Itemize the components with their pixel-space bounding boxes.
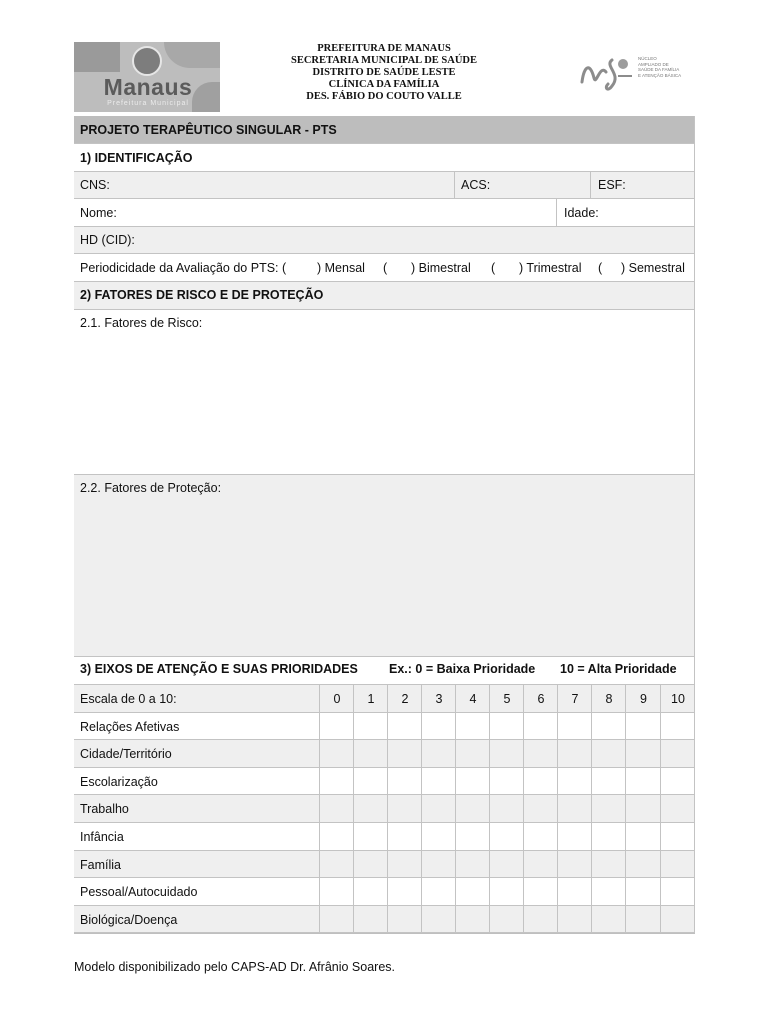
priority-checkbox[interactable] [661, 740, 695, 768]
priority-checkbox[interactable] [626, 713, 661, 740]
header-line: DISTRITO DE SAÚDE LESTE [312, 67, 456, 78]
priority-checkbox[interactable] [524, 851, 558, 878]
axis-label: Cidade/Território [80, 747, 172, 761]
priority-checkbox[interactable] [422, 768, 456, 795]
header-line: SECRETARIA MUNICIPAL DE SAÚDE [290, 55, 478, 66]
institution-header [250, 43, 518, 103]
priority-checkbox[interactable] [422, 878, 456, 906]
periodicidade-label: Periodicidade da Avaliação do PTS: ( [80, 261, 287, 275]
priority-checkbox[interactable] [422, 795, 456, 823]
priority-checkbox[interactable] [456, 906, 490, 933]
axis-label: Relações Afetivas [80, 720, 180, 734]
acs-label: ACS: [461, 178, 491, 192]
priority-checkbox[interactable] [490, 906, 524, 933]
fatores-risco-label: 2.1. Fatores de Risco: [80, 316, 203, 330]
scale-number: 7 [571, 692, 579, 706]
hd-label: HD (CID): [80, 233, 135, 247]
section-1-heading: 1) IDENTIFICAÇÃO [80, 151, 193, 165]
nome-field [74, 199, 557, 227]
priority-checkbox[interactable] [524, 768, 558, 795]
logo-shape [74, 42, 120, 72]
header-line: PREFEITURA DE MANAUS [317, 43, 451, 54]
fatores-protecao-label: 2.2. Fatores de Proteção: [80, 481, 222, 495]
priority-checkbox[interactable] [354, 768, 388, 795]
axis-label: Infância [80, 830, 124, 844]
priority-checkbox[interactable] [388, 768, 422, 795]
priority-checkbox[interactable] [456, 768, 490, 795]
logo-subtitle: Prefeitura Municipal [107, 100, 189, 107]
priority-checkbox[interactable] [456, 740, 490, 768]
priority-checkbox[interactable] [422, 823, 456, 851]
priority-checkbox[interactable] [558, 740, 592, 768]
priority-checkbox[interactable] [592, 823, 626, 851]
priority-checkbox[interactable] [354, 795, 388, 823]
scale-number: 9 [640, 692, 647, 706]
priority-checkbox[interactable] [558, 768, 592, 795]
priority-checkbox[interactable] [661, 713, 695, 740]
priority-checkbox[interactable] [592, 906, 626, 933]
priority-checkbox[interactable] [388, 878, 422, 906]
example-high-priority: 10 = Alta Prioridade [560, 662, 677, 676]
priority-checkbox[interactable] [661, 795, 695, 823]
priority-checkbox[interactable] [422, 906, 456, 933]
priority-checkbox[interactable] [592, 795, 626, 823]
fatores-protecao-area [74, 475, 695, 657]
esf-label: ESF: [598, 178, 626, 192]
scale-number: 2 [401, 692, 409, 706]
priority-checkbox[interactable] [626, 823, 661, 851]
priority-checkbox[interactable] [320, 795, 354, 823]
priority-checkbox[interactable] [661, 823, 695, 851]
option-paren: ( [383, 261, 388, 275]
priority-checkbox[interactable] [626, 768, 661, 795]
priority-checkbox[interactable] [558, 878, 592, 906]
priority-checkbox[interactable] [354, 740, 388, 768]
priority-checkbox[interactable] [490, 768, 524, 795]
scale-number: 3 [435, 692, 443, 706]
priority-checkbox[interactable] [558, 906, 592, 933]
priority-checkbox[interactable] [524, 740, 558, 768]
axis-label: Família [80, 858, 121, 872]
scale-number: 6 [537, 692, 545, 706]
option-trimestral: ) Trimestral [519, 261, 582, 275]
scale-number: 0 [333, 692, 341, 706]
priority-checkbox[interactable] [320, 851, 354, 878]
priority-checkbox[interactable] [320, 878, 354, 906]
priority-checkbox[interactable] [558, 851, 592, 878]
priority-checkbox[interactable] [490, 713, 524, 740]
scale-number: 10 [671, 692, 685, 706]
form-title: PROJETO TERAPÊUTICO SINGULAR - PTS [80, 123, 337, 137]
priority-checkbox[interactable] [388, 823, 422, 851]
cns-label: CNS: [80, 178, 110, 192]
section-3-heading: 3) EIXOS DE ATENÇÃO E SUAS PRIORIDADES [80, 662, 358, 676]
priority-checkbox[interactable] [490, 740, 524, 768]
priority-checkbox[interactable] [592, 713, 626, 740]
city-seal-icon [132, 46, 162, 76]
priority-checkbox[interactable] [490, 851, 524, 878]
priority-checkbox[interactable] [524, 713, 558, 740]
priority-checkbox[interactable] [490, 795, 524, 823]
priority-checkbox[interactable] [626, 906, 661, 933]
priority-checkbox[interactable] [456, 851, 490, 878]
cns-field [74, 172, 455, 199]
option-bimestral: ) Bimestral [411, 261, 471, 275]
priority-checkbox[interactable] [626, 851, 661, 878]
priority-checkbox[interactable] [354, 906, 388, 933]
priority-checkbox[interactable] [354, 878, 388, 906]
option-semestral: ) Semestral [621, 261, 685, 275]
footer-note: Modelo disponibilizado pelo CAPS-AD Dr. Afrânio Soares. [74, 960, 396, 974]
scale-number: 1 [367, 692, 375, 706]
priority-checkbox[interactable] [388, 713, 422, 740]
priority-checkbox[interactable] [388, 795, 422, 823]
hd-field [74, 227, 695, 254]
priority-checkbox[interactable] [354, 823, 388, 851]
priority-checkbox[interactable] [558, 795, 592, 823]
option-paren: ( [598, 261, 603, 275]
priority-checkbox[interactable] [592, 851, 626, 878]
nasf-logo [578, 52, 692, 98]
section-2-heading: 2) FATORES DE RISCO E DE PROTEÇÃO [80, 288, 324, 302]
priority-checkbox[interactable] [388, 851, 422, 878]
priority-checkbox[interactable] [524, 795, 558, 823]
priority-checkbox[interactable] [320, 906, 354, 933]
fatores-risco-area [74, 310, 695, 475]
idade-label: Idade: [564, 206, 599, 220]
axis-label: Trabalho [80, 802, 129, 816]
priority-checkbox[interactable] [388, 740, 422, 768]
priority-checkbox[interactable] [661, 851, 695, 878]
scale-number: 4 [469, 692, 477, 706]
priority-checkbox[interactable] [320, 823, 354, 851]
priority-checkbox[interactable] [422, 851, 456, 878]
priority-checkbox[interactable] [388, 906, 422, 933]
priority-checkbox[interactable] [490, 878, 524, 906]
axis-label: Escolarização [80, 775, 158, 789]
priority-checkbox[interactable] [320, 740, 354, 768]
priority-checkbox[interactable] [592, 740, 626, 768]
manaus-logo [74, 42, 220, 112]
axis-label: Biológica/Doença [80, 913, 178, 927]
priority-checkbox[interactable] [524, 823, 558, 851]
priority-checkbox[interactable] [592, 768, 626, 795]
priority-checkbox[interactable] [524, 878, 558, 906]
priority-checkbox[interactable] [524, 906, 558, 933]
priority-checkbox[interactable] [626, 878, 661, 906]
priority-checkbox[interactable] [456, 795, 490, 823]
logo-shape [164, 42, 220, 68]
priority-checkbox[interactable] [661, 878, 695, 906]
priority-checkbox[interactable] [456, 713, 490, 740]
priority-checkbox[interactable] [558, 713, 592, 740]
priority-checkbox[interactable] [320, 768, 354, 795]
priority-checkbox[interactable] [558, 823, 592, 851]
priority-checkbox[interactable] [422, 713, 456, 740]
priority-checkbox[interactable] [456, 878, 490, 906]
scale-number: 5 [503, 692, 511, 706]
priority-checkbox[interactable] [320, 713, 354, 740]
example-low-priority: Ex.: 0 = Baixa Prioridade [389, 662, 536, 676]
priority-checkbox[interactable] [592, 878, 626, 906]
header-line: CLÍNICA DA FAMÍLIA [328, 79, 440, 90]
option-mensal: ) Mensal [317, 261, 365, 275]
option-paren: ( [491, 261, 496, 275]
scale-number: 8 [605, 692, 613, 706]
priority-checkbox[interactable] [354, 713, 388, 740]
priority-checkbox[interactable] [626, 740, 661, 768]
scale-label: Escala de 0 a 10: [80, 692, 177, 706]
priority-checkbox[interactable] [490, 823, 524, 851]
nasf-logo-subtitle: NÚCLEO AMPLIADO DE SAÚDE DA FAMÍLIA E ATENÇÃO BÁSICA [638, 56, 682, 78]
axis-label: Pessoal/Autocuidado [80, 885, 198, 899]
priority-checkbox[interactable] [661, 906, 695, 933]
logo-wordmark: Manaus [103, 74, 193, 100]
header-line: DES. FÁBIO DO COUTO VALLE [306, 91, 462, 102]
priority-checkbox[interactable] [626, 795, 661, 823]
priority-checkbox[interactable] [661, 768, 695, 795]
priority-checkbox[interactable] [354, 851, 388, 878]
priority-checkbox[interactable] [422, 740, 456, 768]
priority-checkbox[interactable] [456, 823, 490, 851]
nasf-logo-icon [578, 52, 638, 98]
nome-label: Nome: [80, 206, 117, 220]
